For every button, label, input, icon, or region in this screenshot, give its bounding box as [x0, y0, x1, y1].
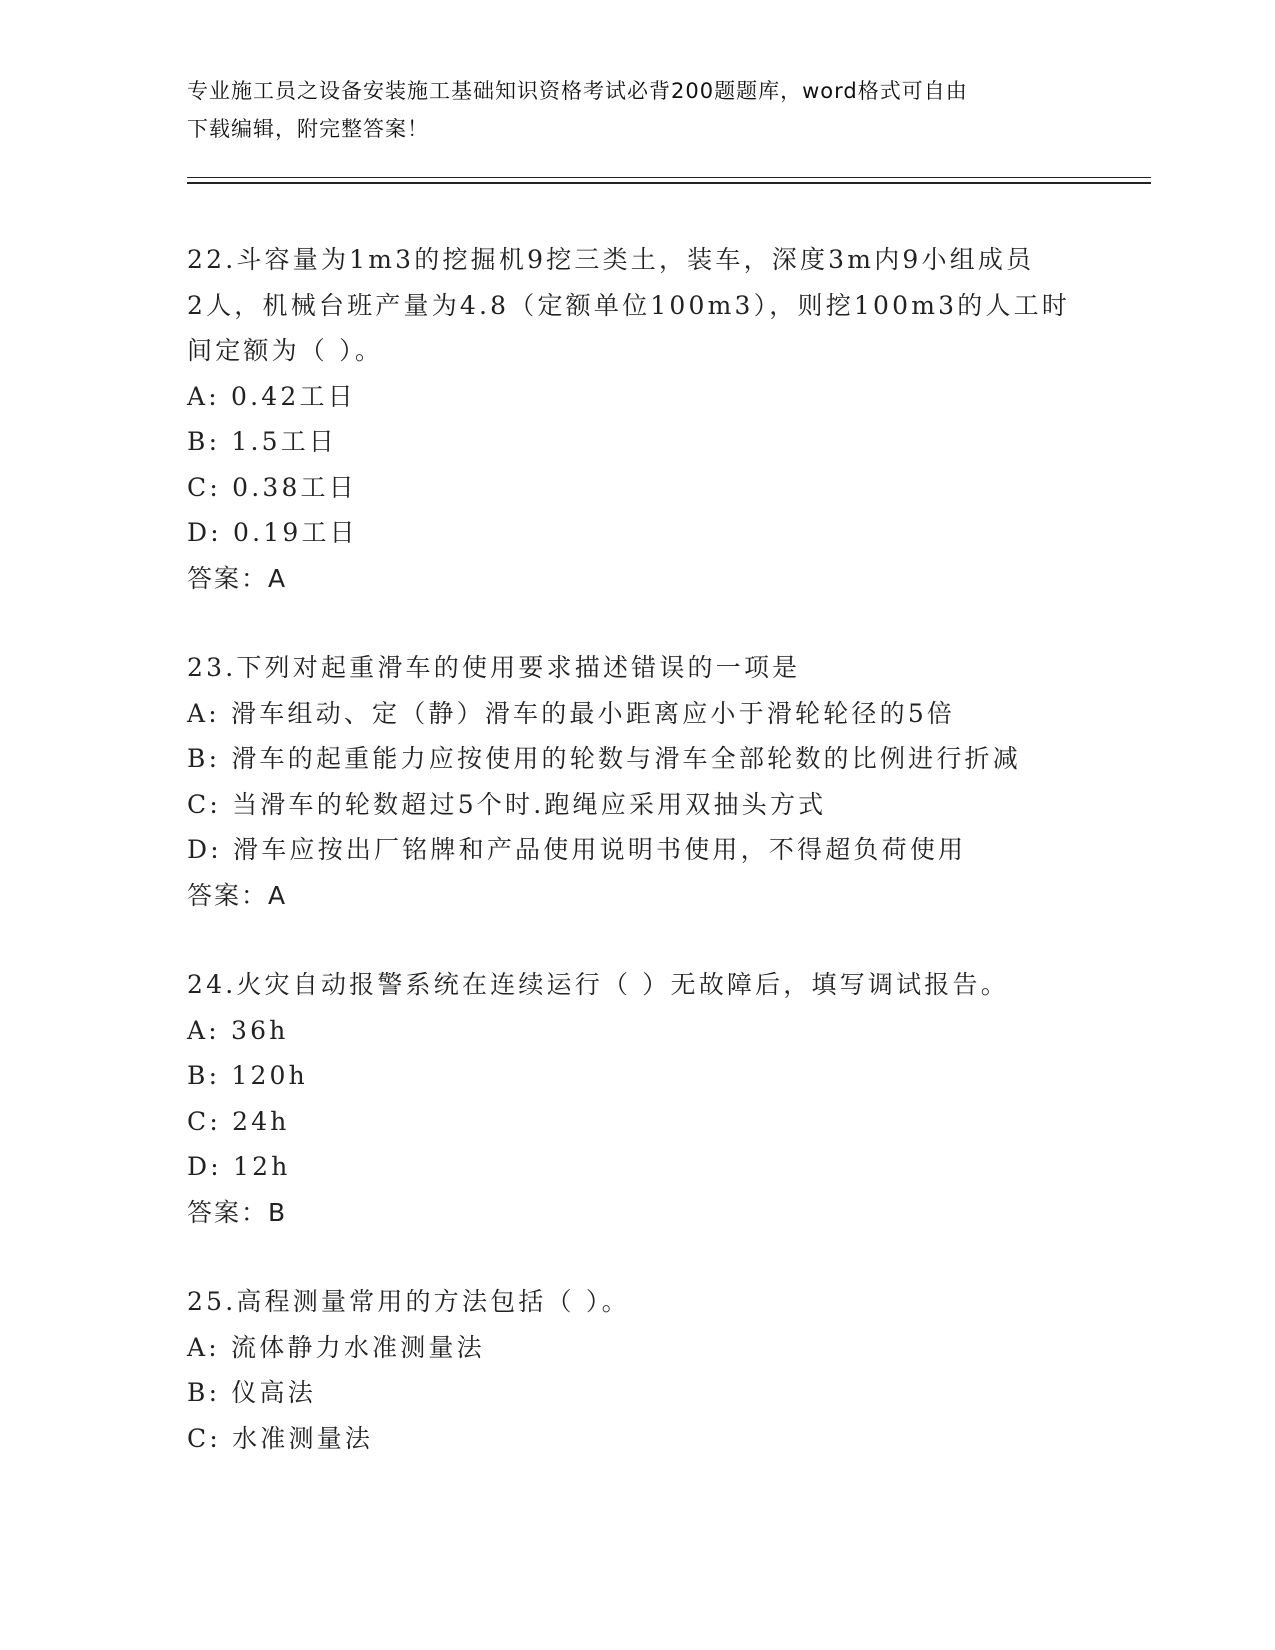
option-c: C: 水准测量法 [187, 1423, 374, 1453]
option-a: A: 流体静力水准测量法 [187, 1332, 485, 1362]
option-a: A: 0.42工日 [187, 381, 356, 411]
header-line-2: 下载编辑，附完整答案！ [187, 117, 429, 141]
option-a: A: 36h [187, 1015, 289, 1045]
header-divider-thick [187, 182, 1151, 184]
question-stem-line: 22.斗容量为1m3的挖掘机9挖三类土，装车，深度3m内9小组成员 [187, 245, 1035, 274]
header-line-1: 专业施工员之设备安装施工基础知识资格考试必背200题题库，word格式可自由 [187, 79, 968, 103]
question-stem-line: 2人，机械台班产量为4.8（定额单位100m3），则挖100m3的人工时 [187, 290, 1071, 320]
option-c: C: 24h [187, 1106, 290, 1136]
question-stem-line: 23.下列对起重滑车的使用要求描述错误的一项是 [187, 653, 801, 682]
option-d: D: 12h [187, 1152, 291, 1181]
header-divider-thin [187, 177, 1151, 178]
option-b: B: 120h [187, 1061, 308, 1090]
option-b: B: 滑车的起重能力应按使用的轮数与滑车全部轮数的比例进行折减 [187, 744, 1021, 773]
question-stem-line: 间定额为（ ）。 [187, 336, 384, 365]
answer-line: 答案：A [187, 880, 288, 910]
question-22 [187, 237, 1107, 601]
answer-line: 答案：A [187, 563, 288, 593]
option-a: A: 滑车组动、定（静）滑车的最小距离应小于滑轮轮径的5倍 [187, 698, 956, 728]
document-header [187, 72, 1087, 148]
option-d: D: 0.19工日 [187, 518, 358, 547]
option-c: C: 0.38工日 [187, 472, 357, 502]
question-list [187, 237, 1107, 1505]
question-23 [187, 645, 1107, 918]
option-d: D: 滑车应按出厂铭牌和产品使用说明书使用，不得超负荷使用 [187, 835, 967, 864]
option-b: B: 仪高法 [187, 1378, 316, 1407]
question-24 [187, 962, 1107, 1235]
question-stem-line: 25.高程测量常用的方法包括（ ）。 [187, 1287, 630, 1316]
question-stem-line: 24.火灾自动报警系统在连续运行（ ）无故障后，填写调试报告。 [187, 970, 1009, 999]
option-c: C: 当滑车的轮数超过5个时.跑绳应采用双抽头方式 [187, 789, 827, 819]
option-b: B: 1.5工日 [187, 427, 338, 456]
question-25 [187, 1279, 1107, 1461]
answer-line: 答案：B [187, 1197, 288, 1227]
